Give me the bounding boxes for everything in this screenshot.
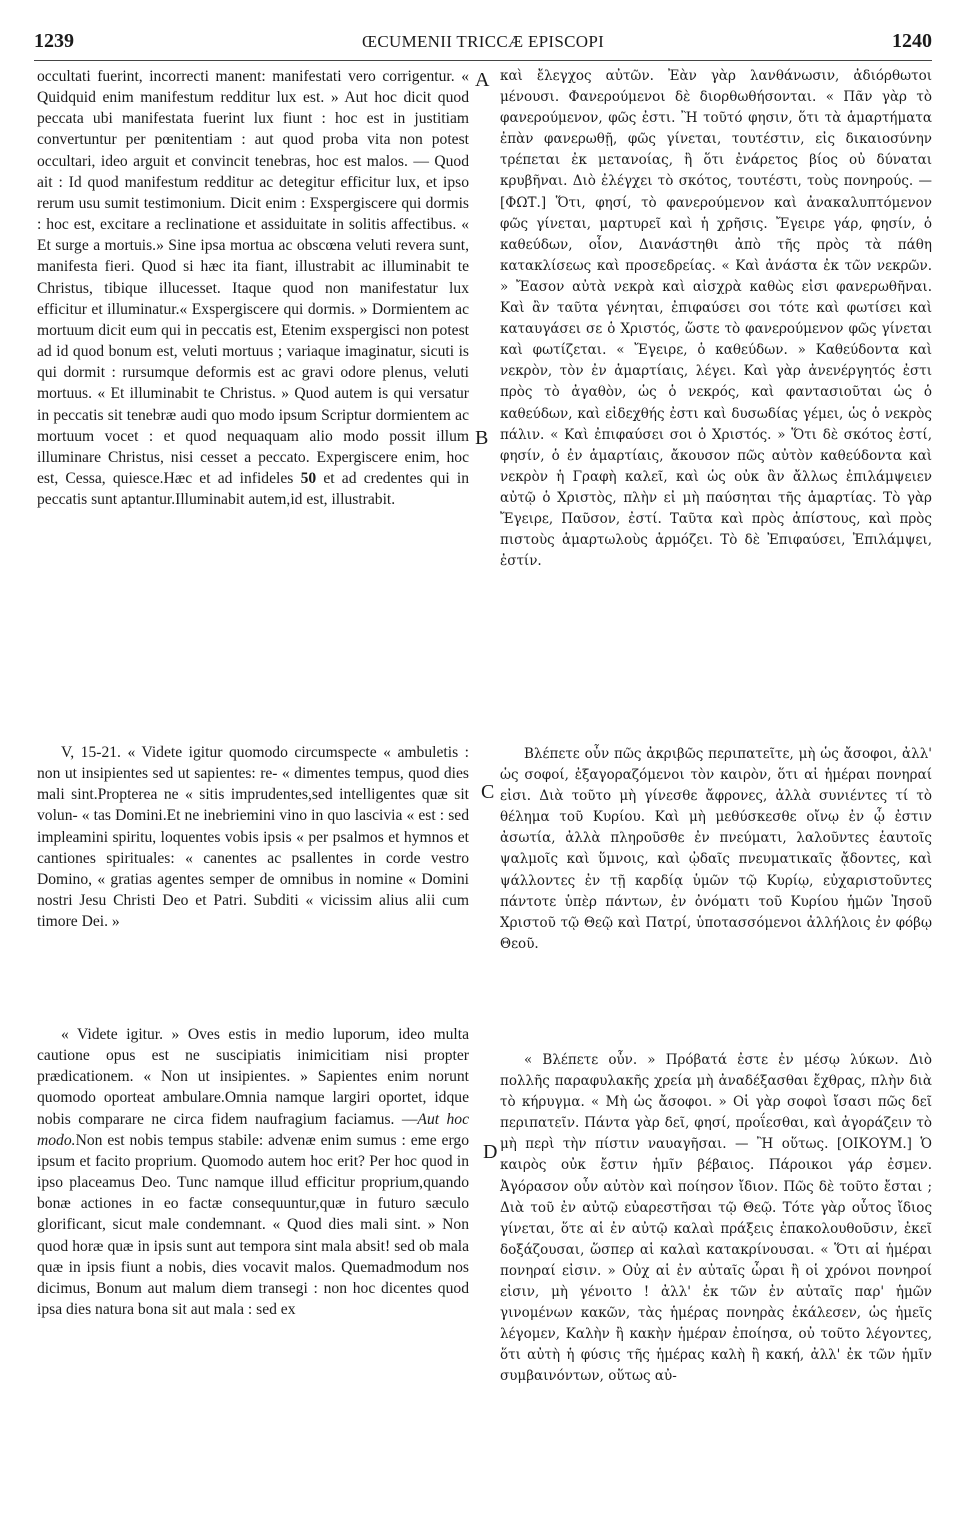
greek-column-top: [500, 66, 932, 572]
latin-paragraph-1: [37, 66, 469, 510]
running-title: ŒCUMENII TRICCÆ EPISCOPI: [361, 32, 605, 51]
latin-commentary-italic: Aut hoc modo.: [37, 1110, 469, 1149]
latin-paragraph-1-text: occultati fuerint, incorrecti manent: manifestati vero corrigentur. « Quidquid enim manifestum redditur lux est. » Aut hoc dicit quod peccata ubi manifestata fuerint lux fiunt : hoc est in justitiam convertuntur per pœnitentiam : aut quod proba vita non potest occultari, ideo arguit et convincit tenebras, hoc est malos. — Quod ait : Id quod manifestum redditur ac detegitur efficitur lux, et ipso rerum usu sumit testimonium. Dicit enim : Exspergiscere qui dormis : hoc est, excitare a reclinatione et assiduitate in solitis affectibus. « Et surge a mortuis.» Sine ipsa mortua ac obscœna veluti revera sunt, manifesta fieri. Quod si hæc ita fiant, illustrabit ac illuminabit te Christus, tibique illucesset. Itaque quod non manifestatur lux efficitur et illuminatur.« Exspergiscere qui dormis. » Dormientem ac mortuum dicit eum qui in peccatis est, Etenim exspergisci non potest ad id quod bonum est, veluti mortuus ; variaque imaginatur, sicuti is qui dormit : rursumque deformis est ac gravi odore plenus, veluti mortuus. « Et illuminabit te Christus. » Quod autem is qui versatur in peccatis sit tenebræ audi quo modo ipsum Scriptur dormientem ac mortuum vocet : et quod nequaquam alio modo possit illum illuminare Christus, nisi cesset a peccato. Expergiscere enim, hoc est, Cessa, quiesce.Hæc et ad infideles: [37, 68, 469, 487]
greek-paragraph-1: καὶ ἔλεγχος αὐτῶν. Ἐὰν γὰρ λανθάνωσιν, ἀδιόρθωτοι μένουσι. Φανερούμενοι δὲ διορθωθήσονται. « Πᾶν γὰρ τὸ φανερούμενον, φῶς ἐστι. Ἢ τοῦτό φησιν, ὅτι τὰ ἁμαρτήματα ἐπὰν φανερωθῇ, φῶς γίνεται, τουτέστιν, εἰς δικαιοσύνην τρέπεται ἐκ μετανοίας, ἢ ὅτι ἐνάρετος βίος οὐ δύναται κρυβῆναι. Διὸ ἐλέγχει τὸ σκότος, τουτέστι, τοὺς πονηρούς. — [ΦΩΤ.] Ὅτι, φησί, τὸ φανερούμενον καὶ ἀνακαλυπτόμενον φῶς γίνεται, μαρτυρεῖ καὶ ἡ χρῆσις. Ἔγειρε γάρ, φησίν, ὁ καθεύδων, οἷον, Διανάστηθι ἀπὸ τῆς πρὸς τὰ πάθη κατακλίσεως καὶ προσεδρείας. « Καὶ ἀνάστα ἐκ τῶν νεκρῶν. » Ἔασον αὐτὰ νεκρὰ καὶ αἰσχρὰ καθὼς εἰσι φανερωθῆναι. Καὶ ἂν ταῦτα γένηται, ἐπιφαύσει σοι τότε καὶ φωτίσει καὶ καταυγάσει σε ὁ Χριστός, ὥστε τὸ φανερούμενον φῶς γίνεται καὶ φωτίζεται. « Ἔγειρε, ὁ καθεύδων. » Καθεύδοντα καὶ νεκρὸν, τὸν ἐν ἁμαρτίαις, λέγει. Καὶ γὰρ ἀνενέργητός ἐστι πρὸς τὸ ἀγαθὸν, ὡς ὁ νεκρός, καὶ φαντασιοῦται ὡς ὁ καθεύδων, καὶ εἰδεχθής ἐστι καὶ δυσωδίας γέμει, ὡς ὁ νεκρὸς πάλιν. « Καὶ ἐπιφαύσει σοι ὁ Χριστός. » Ὅτι δὲ σκότος ἐστί, φησίν, ὁ ἐν ἁμαρτίαις, ἄκουσον πῶς αὐτὸν καθεύδοντα καὶ νεκρὸν ἡ Γραφὴ καλεῖ, καὶ ὡς οὐκ ἂν ἄλλως ἐπιλάμψειεν αὐτῷ ὁ Χριστὸς, πλὴν εἰ μὴ παύσηται τῆς ἁμαρτίας. Τὸ γὰρ Ἔγειρε, Παῦσον, ἐστί. Ταῦτα καὶ πρὸς ἀπίστους, καὶ πρὸς πιστοὺς ἁμαρτωλοὺς ἁρμόζει. Τὸ δὲ Ἐπιφαύσει, Ἐπιλάμψει, ἐστίν.: [500, 68, 932, 570]
section-marker-d: D: [483, 1141, 498, 1163]
greek-column-verse: [500, 744, 932, 955]
latin-commentary-rest: Non est nobis tempus stabile: advenæ enim sumus : eme ergo ipsum et facito proprium. Quomodo autem hoc erit? Per hoc quod in ipso placeamus Deo. Tunc namque illud efficitur proprium,quando bonæ actiones in eo factæ consequuntur,quæ in futuro sæculo glorificant, sicut male condemnant. « Quod dies mali sint. » Non quod horæ quæ in ipsis sunt aut tempora sint mala absit! sed ob mala quæ in ipsis fiunt a nobis, dies vocavit malos. Quemadmodum nos dicimus, Bonum aut malum diem transegi : non hoc dicentes quod ipsa dies natura bona sit aut mala : sed ex: [37, 1131, 469, 1319]
right-page-number: 1240: [892, 30, 932, 52]
column-number-50: 50: [300, 469, 317, 487]
section-marker-a: A: [475, 69, 490, 91]
latin-commentary-text: « Videte igitur. » Oves estis in medio luporum, ideo multa cautione opus est ne suscipiatis inimicitiam nisi propter prædicationem. « Non ut insipientes. » Sapientes enim norunt quomodo oporteat ambulare.Omnia namque largiri oportet, idque nobis comparare ne circa fidem naufragium faciamus. —: [37, 1026, 469, 1128]
greek-verse-paragraph: Βλέπετε οὖν πῶς ἀκριβῶς περιπατεῖτε, μὴ ὡς ἄσοφοι, ἀλλ' ὡς σοφοί, ἐξαγοραζόμενοι τὸν καιρὸν, ὅτι αἱ ἡμέραι πονηραί εἰσι. Διὰ τοῦτο μὴ γίνεσθε ἄφρονες, ἀλλὰ συνιέντες τί τὸ θέλημα τοῦ Κυρίου. Καὶ μὴ μεθύσκεσθε οἴνῳ ἐν ᾧ ἐστιν ἀσωτία, ἀλλὰ πληροῦσθε ἐν πνεύματι, λαλοῦντες ἑαυτοῖς ψαλμοῖς καὶ ὕμνοις, καὶ ᾠδαῖς πνευματικαῖς ᾄδοντες, καὶ ψάλλοντες ἐν τῇ καρδίᾳ ὑμῶν τῷ Κυρίῳ, εὐχαριστοῦντες πάντοτε ὑπὲρ πάντων, ἐν ὀνόματι τοῦ Κυρίου ἡμῶν Ἰησοῦ Χριστοῦ τῷ Θεῷ καὶ Πατρί, ὑποτασσόμενοι ἀλλήλοις ἐν φόβῳ Θεοῦ.: [500, 746, 932, 952]
latin-column-commentary: [37, 1024, 469, 1320]
latin-paragraph-1-tail: et ad credentes qui in peccatis sunt aptantur.Illuminabit autem,id est, illustrabit.: [37, 469, 470, 509]
latin-column-top: [37, 66, 469, 510]
header-rule: [34, 60, 932, 61]
latin-column-verse: [37, 742, 469, 932]
section-marker-b: B: [475, 427, 489, 449]
latin-commentary-paragraph: [37, 1024, 469, 1320]
greek-commentary-paragraph: « Βλέπετε οὖν. » Πρόβατά ἐστε ἐν μέσῳ λύκων. Διὸ πολλῆς παραφυλακῆς χρεία μὴ ἀναδέξασθαι ἔχθρας, πλὴν διὰ τὸ κήρυγμα. « Μὴ ὡς ἄσοφοι. » Οἱ γὰρ σοφοὶ ἴσασι πῶς δεῖ περιπατεῖν. Πάντα γὰρ δεῖ, φησί, προΐεσθαι, καὶ ἀγοράζειν τὸ μὴ περὶ τὴν πίστιν ναυαγῆσαι. — Ἢ οὕτως. [ΟΙΚΟΥΜ.] Ὁ καιρὸς οὐκ ἔστιν ἡμῖν βέβαιος. Πάροικοι γάρ ἐσμεν. Ἀγόρασον οὖν αὐτὸν καὶ ποίησον ἴδιον. Πῶς δὲ τοῦτο ἔσται ; Διὰ τοῦ ἐν αὐτῷ εὐαρεστῆσαι τῷ Θεῷ. Τότε γὰρ οὗτος ἴδιος γίνεται, ὅτε αἱ ἐν αὐτῷ καλαὶ πράξεις ἐπακολουθοῦσιν, ἐκεῖ δοξάζουσαι, ὥσπερ αἱ καλαὶ κατακρίνουσαι. « Ὅτι αἱ ἡμέραι πονηραί εἰσιν. » Οὐχ αἱ ἐν αὐταῖς ὧραι ἢ οἱ χρόνοι πονηροί εἰσιν, μὴ γένοιτο ! ἀλλ' ἐκ τῶν ἐν αὐταῖς παρ' ἡμῶν γινομένων κακῶν, τὰς ἡμέρας πονηρὰς ἐκάλεσεν, ὡς ἡμεῖς λέγομεν, Καλὴν ἢ κακὴν ἡμέραν ἐποίησα, οὐ τοῦτο λέγοντες, ὅτι αὐτὴ ἡ φύσις τῆς ἡμέρας καλὴ ἢ κακή, ἀλλ' ἐκ τῶν ἡμῖν συμβαινόντων, οὕτως αὐ-: [500, 1052, 932, 1385]
page-header: [34, 30, 932, 60]
greek-column-commentary: [500, 1050, 932, 1388]
left-page-number: 1239: [34, 30, 74, 52]
section-marker-c: C: [481, 781, 495, 803]
latin-verse-paragraph: V, 15-21. « Videte igitur quomodo circumspecte « ambuletis : non ut insipientes sed ut sapientes: re- « dimentes tempus, quod dies mali sint.Propterea ne « sitis imprudentes,sed intelligentes quæ sit volun- « tas Domini.Et ne inebriemini vino in quo lascivia « est : sed impleamini spiritu, loquentes vobis ipsis « per psalmos et hymnos et cantiones spirituales: « canentes ac psallentes in corde vestro Domino, « gratias agentes semper de omnibus in nomine « Domini nostri Jesu Christi Deo et Patri. Subditi « vicissim alius alii cum timore Dei. »: [37, 744, 469, 931]
